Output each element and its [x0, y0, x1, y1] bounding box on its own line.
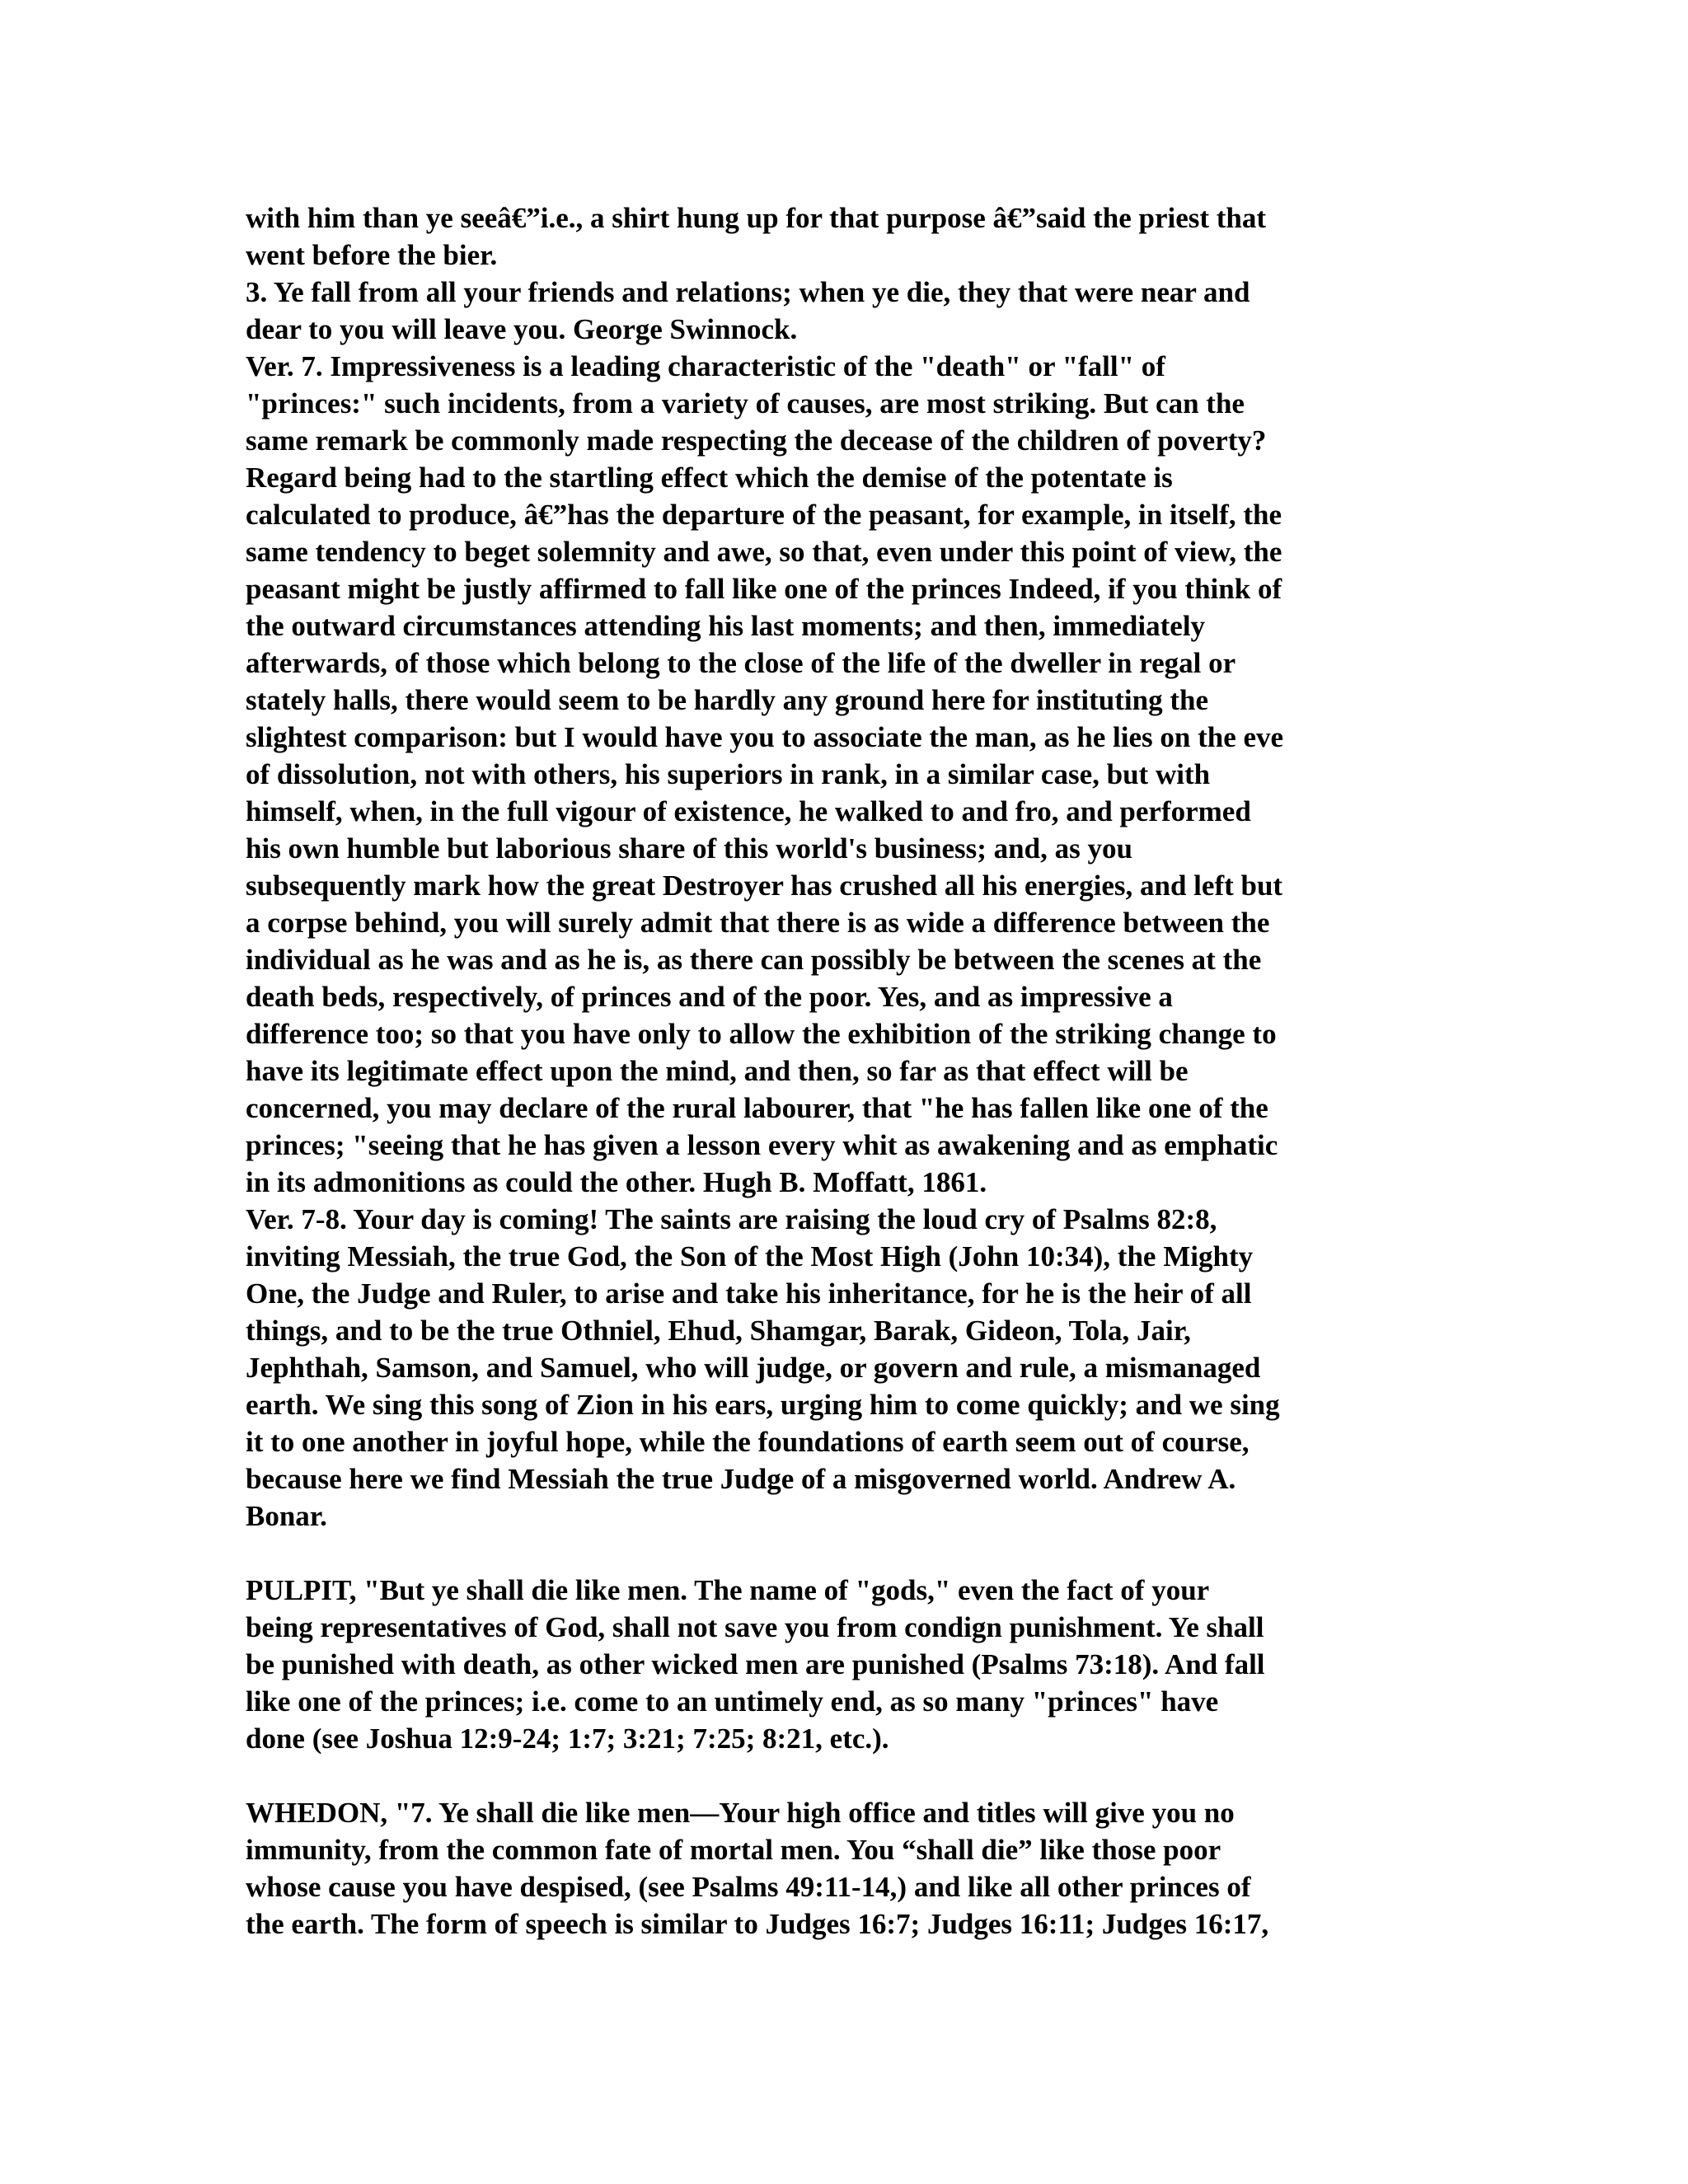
document-page: [246, 199, 1457, 1943]
text-line: immunity, from the common fate of mortal men. You “shall die” like those poor: [246, 1834, 1221, 1866]
paragraph-whedon: [246, 1794, 1457, 1943]
paragraph-pulpit: [246, 1572, 1457, 1757]
text-line: Ver. 7. Impressiveness is a leading characteristic of the "death" or "fall" of: [246, 350, 1165, 382]
paragraph-gap: [246, 1535, 1457, 1572]
text-line: have its legitimate effect upon the mind, and then, so far as that effect will be: [246, 1055, 1189, 1087]
text-line: be punished with death, as other wicked men are punished (Psalms 73:18). And fall: [246, 1648, 1265, 1680]
text-line: like one of the princes; i.e. come to an untimely end, as so many "princes" have: [246, 1685, 1219, 1718]
text-line: subsequently mark how the great Destroyer has crushed all his energies, and left but: [246, 869, 1283, 902]
text-line: death beds, respectively, of princes and of the poor. Yes, and as impressive a: [246, 981, 1173, 1013]
text-line: earth. We sing this song of Zion in his ears, urging him to come quickly; and we sing: [246, 1389, 1280, 1421]
text-line: afterwards, of those which belong to the close of the life of the dweller in regal or: [246, 647, 1236, 679]
text-line: stately halls, there would seem to be hardly any ground here for instituting the: [246, 684, 1209, 716]
text-line: the earth. The form of speech is similar to Judges 16:7; Judges 16:11; Judges 16:17,: [246, 1908, 1269, 1940]
text-line: princes; "seeing that he has given a lesson every whit as awakening and as emphatic: [246, 1129, 1278, 1161]
paragraph-gap: [246, 1757, 1457, 1794]
paragraph-bonar: [246, 1201, 1457, 1535]
text-line: done (see Joshua 12:9-24; 1:7; 3:21; 7:25; 8:21, etc.).: [246, 1722, 889, 1755]
text-line: WHEDON, "7. Ye shall die like men—Your high office and titles will give you no: [246, 1797, 1235, 1829]
text-line: it to one another in joyful hope, while the foundations of earth seem out of course,: [246, 1426, 1250, 1458]
text-line: went before the bier.: [246, 239, 498, 271]
paragraph-swinnock: [246, 274, 1457, 348]
text-line: difference too; so that you have only to allow the exhibition of the striking change to: [246, 1018, 1277, 1050]
text-line: because here we find Messiah the true Judge of a misgoverned world. Andrew A.: [246, 1463, 1236, 1495]
text-line: One, the Judge and Ruler, to arise and take his inheritance, for he is the heir of all: [246, 1277, 1252, 1310]
text-line: Jephthah, Samson, and Samuel, who will judge, or govern and rule, a mismanaged: [246, 1352, 1261, 1384]
text-line: with him than ye seeâ€”i.e., a shirt hung up for that purpose â€”said the priest that: [246, 202, 1267, 234]
text-line: same tendency to beget solemnity and awe, so that, even under this point of view, the: [246, 536, 1282, 568]
text-line: himself, when, in the full vigour of existence, he walked to and fro, and performed: [246, 795, 1251, 827]
text-line: "princes:" such incidents, from a variety of causes, are most striking. But can the: [246, 387, 1245, 419]
text-line: whose cause you have despised, (see Psalms 49:11-14,) and like all other princes of: [246, 1871, 1251, 1903]
text-line: same remark be commonly made respecting the decease of the children of poverty?: [246, 424, 1267, 457]
text-line: concerned, you may declare of the rural labourer, that "he has fallen like one of the: [246, 1092, 1268, 1124]
paragraph-moffatt: [246, 348, 1457, 1201]
text-line: the outward circumstances attending his last moments; and then, immediately: [246, 610, 1206, 642]
text-line: Ver. 7-8. Your day is coming! The saints are raising the loud cry of Psalms 82:8,: [246, 1203, 1217, 1235]
text-line: inviting Messiah, the true God, the Son of the Most High (John 10:34), the Mighty: [246, 1240, 1254, 1272]
text-line: in its admonitions as could the other. Hugh B. Moffatt, 1861.: [246, 1166, 987, 1198]
text-line: PULPIT, "But ye shall die like men. The name of "gods," even the fact of your: [246, 1574, 1210, 1606]
text-line: of dissolution, not with others, his superiors in rank, in a similar case, but with: [246, 758, 1211, 790]
text-line: peasant might be justly affirmed to fall like one of the princes Indeed, if you think of: [246, 573, 1282, 605]
text-line: calculated to produce, â€”has the departure of the peasant, for example, in itself, the: [246, 499, 1282, 531]
text-line: being representatives of God, shall not save you from condign punishment. Ye shall: [246, 1611, 1264, 1643]
text-line: slightest comparison: but I would have you to associate the man, as he lies on the eve: [246, 721, 1284, 753]
text-line: Regard being had to the startling effect which the demise of the potentate is: [246, 462, 1173, 494]
paragraph-continuation: [246, 199, 1457, 274]
text-line: his own humble but laborious share of this world's business; and, as you: [246, 832, 1132, 865]
text-line: dear to you will leave you. George Swinnock.: [246, 313, 798, 345]
text-line: a corpse behind, you will surely admit that there is as wide a difference between the: [246, 907, 1270, 939]
text-line: individual as he was and as he is, as there can possibly be between the scenes at the: [246, 944, 1262, 976]
text-line: things, and to be the true Othniel, Ehud, Shamgar, Barak, Gideon, Tola, Jair,: [246, 1315, 1191, 1347]
text-line: 3. Ye fall from all your friends and relations; when ye die, they that were near and: [246, 276, 1250, 308]
text-line: Bonar.: [246, 1500, 327, 1532]
